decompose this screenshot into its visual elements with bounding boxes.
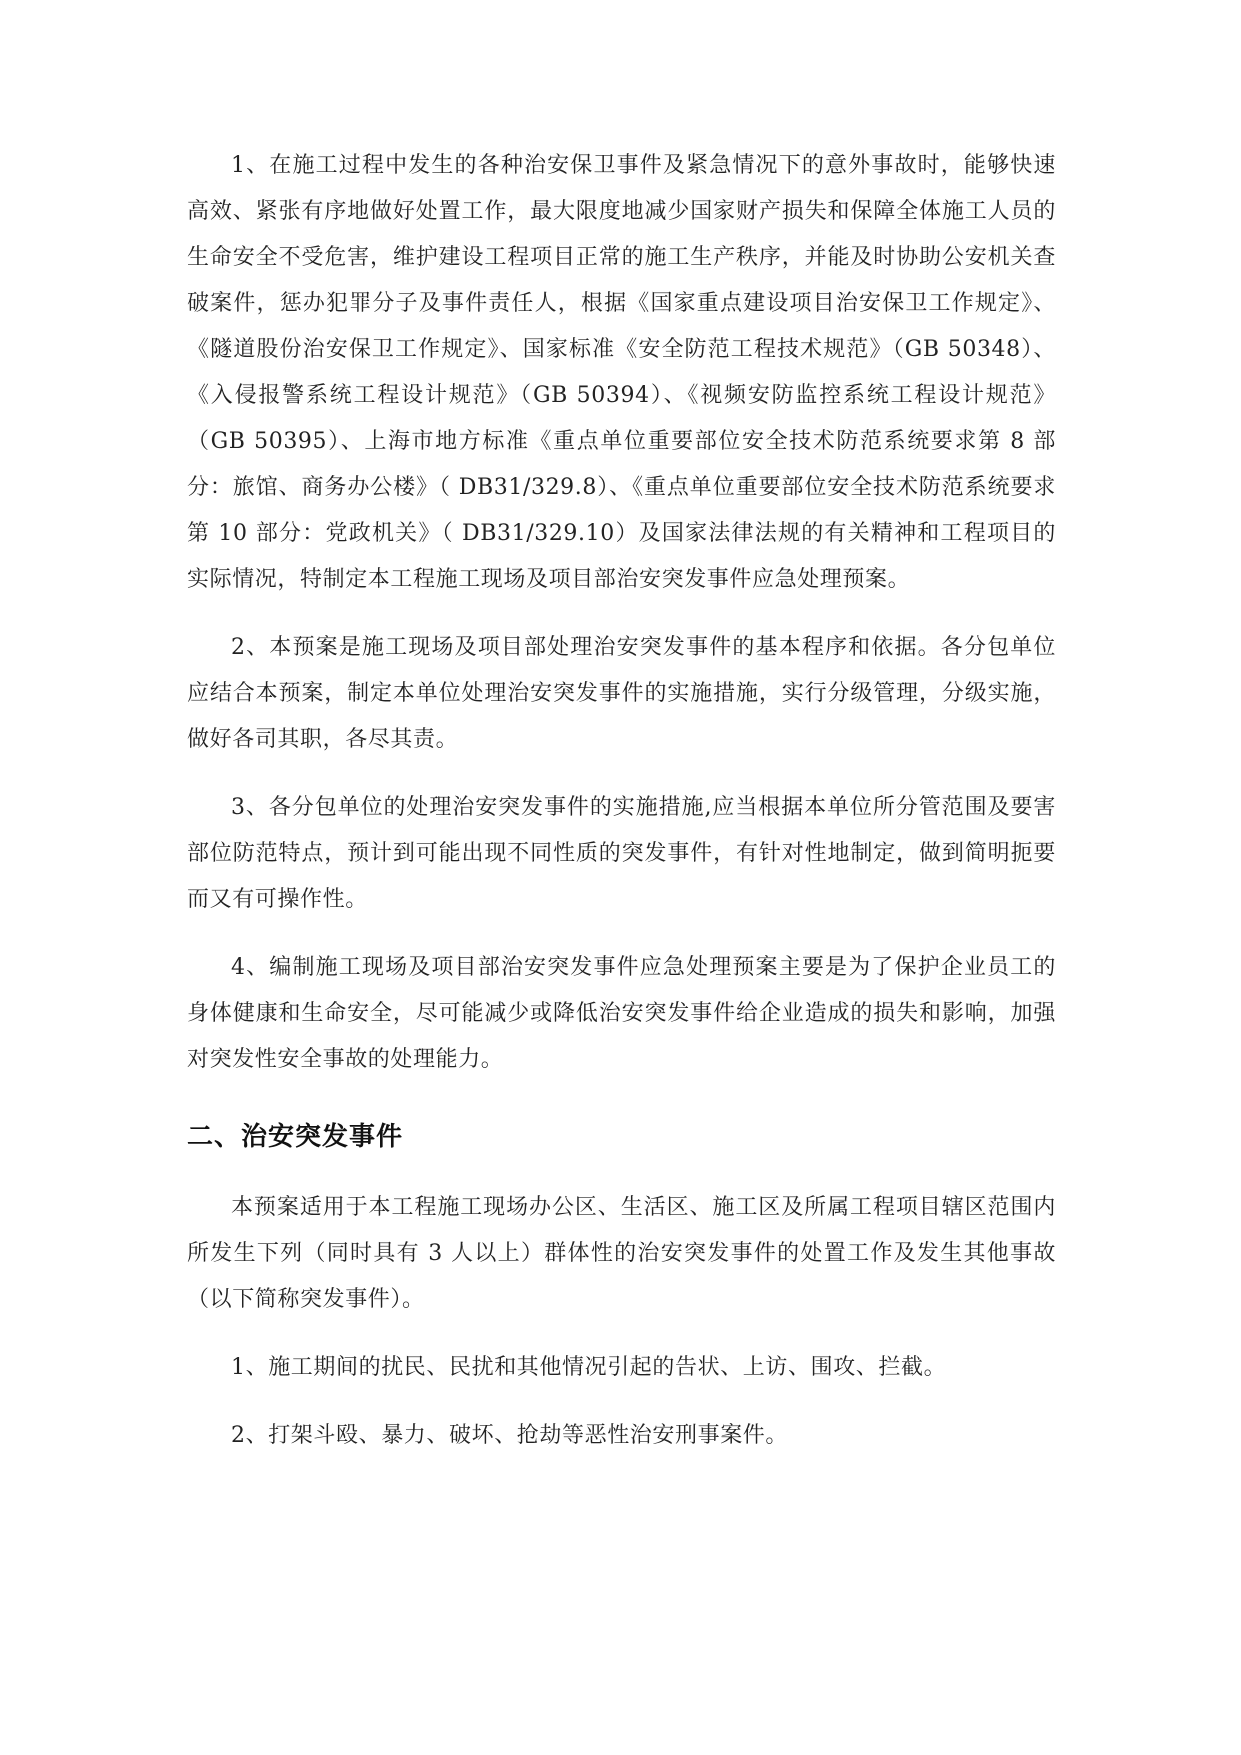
section-paragraph-3: 2、打架斗殴、暴力、破坏、抢劫等恶性治安刑事案件。 (231, 1423, 788, 1448)
section-heading: 二、治安突发事件 (187, 1122, 404, 1152)
section-paragraph-1: 本预案适用于本工程施工现场办公区、生活区、施工区及所属工程项目辖区范围内所发生下列（同时具有 3 人以上）群体性的治安突发事件的处置工作及发生其他事故（以下简称突发事件）。 (187, 1195, 1056, 1312)
paragraph-intro-1: 1、在施工过程中发生的各种治安保卫事件及紧急情况下的意外事故时，能够快速高效、紧张有序地做好处置工作，最大限度地减少国家财产损失和保障全体施工人员的生命安全不受危害，维护建设工程项目正常的施工生产秩序，并能及时协助公安机关查破案件，惩办犯罪分子及事件责任人，根据《国家重点建设项目治安保卫工作规定》、《隧道股份治安保卫工作规定》、国家标准《安全防范工程技术规范》（GB 50348）、《入侵报警系统工程设计规范》（GB 50394）、《视频安防监控系统工程设计规范》（GB 50395）、上海市地方标准《重点单位重要部位安全技术防范系统要求第 8 部分：旅馆、商务办公楼》（ DB31/329.8）、《重点单位重要部位安全技术防范系统要求第 10 部分：党政机关》（ DB31/329.10）及国家法律法规的有关精神和工程项目的实际情况，特制定本工程施工现场及项目部治安突发事件应急处理预案。 (187, 153, 1056, 592)
paragraph-intro-4: 4、编制施工现场及项目部治安突发事件应急处理预案主要是为了保护企业员工的身体健康和生命安全，尽可能减少或降低治安突发事件给企业造成的损失和影响，加强对突发性安全事故的处理能力。 (187, 955, 1056, 1072)
paragraph-intro-2: 2、本预案是施工现场及项目部处理治安突发事件的基本程序和依据。各分包单位应结合本预案，制定本单位处理治安突发事件的实施措施，实行分级管理，分级实施，做好各司其职，各尽其责。 (187, 635, 1056, 752)
paragraph-intro-3: 3、各分包单位的处理治安突发事件的实施措施,应当根据本单位所分管范围及要害部位防范特点，预计到可能出现不同性质的突发事件，有针对性地制定，做到简明扼要而又有可操作性。 (187, 795, 1056, 912)
section-paragraph-2: 1、施工期间的扰民、民扰和其他情况引起的告状、上访、围攻、拦截。 (231, 1355, 947, 1380)
document-body (187, 143, 1056, 1459)
